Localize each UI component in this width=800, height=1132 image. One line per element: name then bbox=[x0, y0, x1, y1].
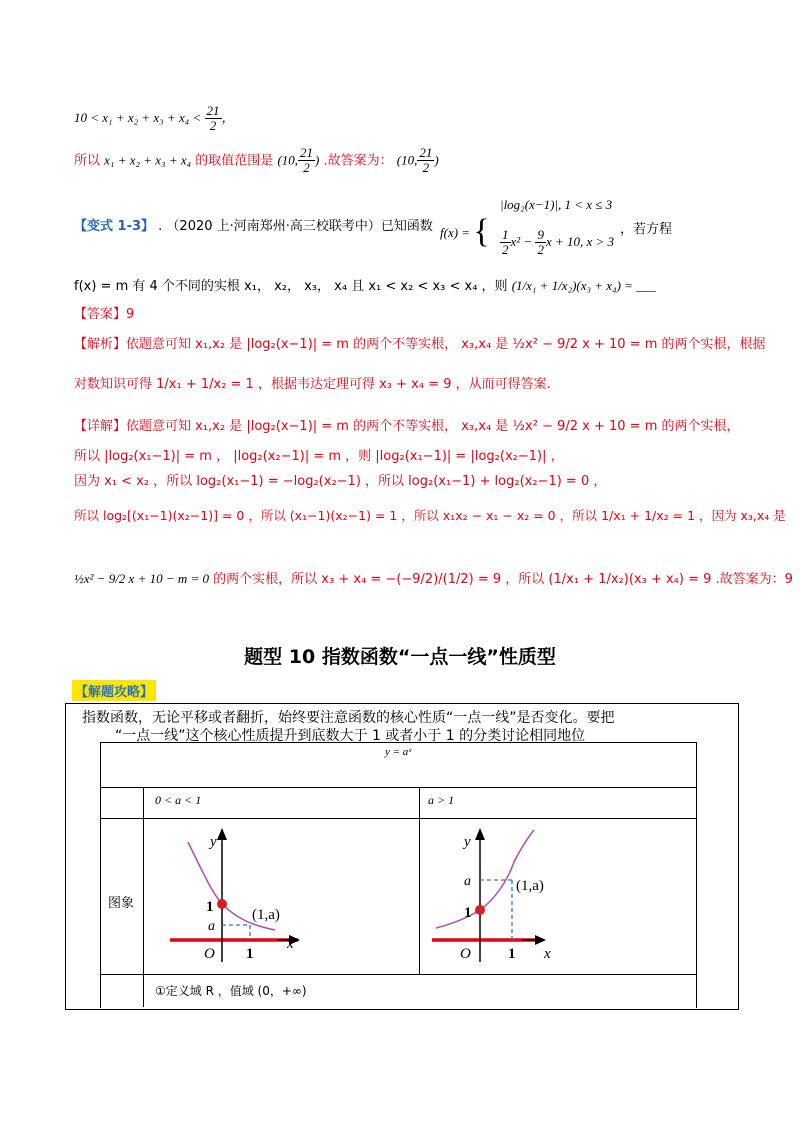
point-0-1 bbox=[217, 899, 227, 909]
final-answer: .故答案为：9 bbox=[715, 572, 793, 587]
detail-line1: 【详解】依题意可知 x₁,x₂ 是 |log₂(x−1)| = m 的两个不等实根， x₃,x₄ 是 ½x² − 9/2 x + 10 = m 的两个实根， bbox=[74, 419, 740, 434]
point-0-1 bbox=[475, 905, 485, 915]
row-graph-label: 图象 bbox=[108, 896, 135, 911]
comma: ， bbox=[221, 109, 235, 125]
point-label: (1,a) bbox=[252, 907, 280, 923]
fx-label: f(x) = bbox=[440, 224, 471, 240]
answer-line bbox=[74, 303, 134, 322]
variant-line1 bbox=[74, 215, 433, 234]
piecewise-case1: |log₂(x−1)|, 1 < x ≤ 3 bbox=[500, 197, 613, 212]
fraction-21-2b: $\frac{21}{2}$ bbox=[300, 145, 314, 176]
variant-label: 【变式 1-3】 bbox=[74, 219, 155, 234]
one-x-label: 1 bbox=[246, 946, 254, 962]
x-label: x bbox=[544, 946, 551, 962]
text-so: 所以 bbox=[74, 153, 101, 169]
inequality-prefix: 10 < x₁ + x₂ + x₃ + x₄ < bbox=[74, 109, 202, 125]
point-label: (1,a) bbox=[516, 878, 544, 894]
analysis-line1: 【解析】依题意可知 x₁,x₂ 是 |log₂(x−1)| = m 的两个不等实根， x₃,x₄ 是 ½x² − 9/2 x + 10 = m 的两个实根，根据 bbox=[74, 337, 766, 352]
row-domain-range: ①定义域 R ，值域 (0，+∞) bbox=[155, 984, 307, 998]
piecewise-case2: $\frac{1}{2}$ x² − $\frac{9}{2}$ x + 10, x > 3 bbox=[502, 227, 615, 258]
graph-decreasing-exponential bbox=[150, 822, 415, 972]
variant-target-expr: (1/x₁ + 1/x₂)(x₃ + x₄) = ___ bbox=[511, 278, 656, 293]
table-header-formula: y = aˣ bbox=[385, 746, 412, 758]
one-y-label: 1 bbox=[206, 899, 214, 915]
detail-line3: 因为 x₁ < x₂ ，所以 log₂(x₁−1) = −log₂(x₂−1) ，所以 log₂(x₁−1) + log₂(x₂−1) = 0 ， bbox=[74, 474, 607, 489]
graph-increasing-exponential bbox=[422, 822, 692, 972]
quadratic-eq: ½x² − 9/2 x + 10 − m = 0 bbox=[74, 571, 210, 586]
section-title: 题型 10 指数函数“一点一线”性质型 bbox=[244, 646, 556, 668]
fraction-21-2: $\frac{21}{2}$ bbox=[206, 103, 220, 134]
detail-line4: 所以 log₂[(x₁−1)(x₂−1)] = 0 ，所以 (x₁−1)(x₂−1) = 1 ，所以 x₁x₂ − x₁ − x₂ = 0 ，所以 1/x₁ + 1/x₂ = 1 ，因为 x₃,x₄ 是 bbox=[74, 508, 786, 523]
a-label: a bbox=[464, 874, 471, 889]
piecewise-function: f(x) = { bbox=[440, 213, 490, 250]
analysis-line2: 对数知识可得 1/x₁ + 1/x₂ = 1 ，根据韦达定理可得 x₃ + x₄ = 9 ，从而可得答案. bbox=[74, 377, 551, 392]
detail-line5: ½x² − 9/2 x + 10 − m = 0 的两个实根，所以 x₃ + x₄ = −(−9/2)/(1/2) = 9 ，所以 (1/x₁ + 1/x₂)(x₃ + x₄) = 9 .故答案为：9 bbox=[74, 571, 793, 587]
x-axis-arrow bbox=[535, 935, 546, 945]
y-label: y bbox=[210, 834, 217, 850]
column-a-greater-1: a > 1 bbox=[428, 793, 455, 807]
one-y-label: 1 bbox=[464, 905, 472, 921]
variant-source: . （2020 上·河南郑州·高三校联考中）已知函数 bbox=[158, 219, 433, 234]
x-label: x bbox=[287, 936, 294, 952]
interval2-close: ) bbox=[434, 152, 439, 168]
detail-label: 【详解】 bbox=[74, 419, 127, 434]
sum-expr: x₁ + x₂ + x₃ + x₄ bbox=[104, 152, 192, 168]
text-range: 的取值范围是 bbox=[195, 153, 274, 169]
column-a-less-1: 0 < a < 1 bbox=[155, 793, 202, 807]
analysis-label: 【解析】 bbox=[74, 337, 127, 352]
variant-tail: ，若方程 bbox=[620, 222, 673, 237]
variant-line2: f(x) = m 有 4 个不同的实根 x₁， x₂， x₃， x₄ 且 x₁ < x₂ < x₃ < x₄ ，则 (1/x₁ + 1/x₂)(x₃ + x₄) = ___ bbox=[74, 278, 656, 294]
interval-open: (10, bbox=[277, 152, 299, 168]
origin-label: O bbox=[204, 946, 215, 962]
y-axis-arrow bbox=[475, 828, 485, 840]
answer-label: 【答案】 bbox=[74, 307, 127, 322]
text-answer: .故答案为： bbox=[323, 153, 393, 169]
interval2-open: (10, bbox=[396, 152, 418, 168]
strategy-label: 【解题攻略】 bbox=[72, 680, 156, 701]
answer-value: 9 bbox=[126, 307, 135, 322]
detail-line2: 所以 |log₂(x₁−1)| = m ， |log₂(x₂−1)| = m ，则 |log₂(x₁−1)| = |log₂(x₂−1)| ， bbox=[74, 449, 564, 464]
fraction-21-2c: $\frac{21}{2}$ bbox=[419, 145, 433, 176]
y-axis-arrow bbox=[217, 828, 227, 840]
interval-close: ) bbox=[315, 152, 320, 168]
table-intro-line2: “一点一线”这个核心性质提升到底数大于 1 或者小于 1 的分类讨论相同地位 bbox=[115, 728, 586, 744]
inequality-line bbox=[74, 104, 235, 134]
y-label: y bbox=[464, 834, 471, 850]
one-x-label: 1 bbox=[508, 946, 516, 962]
origin-label: O bbox=[460, 946, 471, 962]
range-conclusion-line bbox=[74, 146, 439, 176]
table-intro-line1: 指数函数，无论平移或者翻折，始终要注意函数的核心性质“一点一线”是否变化。要把 bbox=[82, 710, 615, 726]
a-label: a bbox=[208, 919, 215, 934]
